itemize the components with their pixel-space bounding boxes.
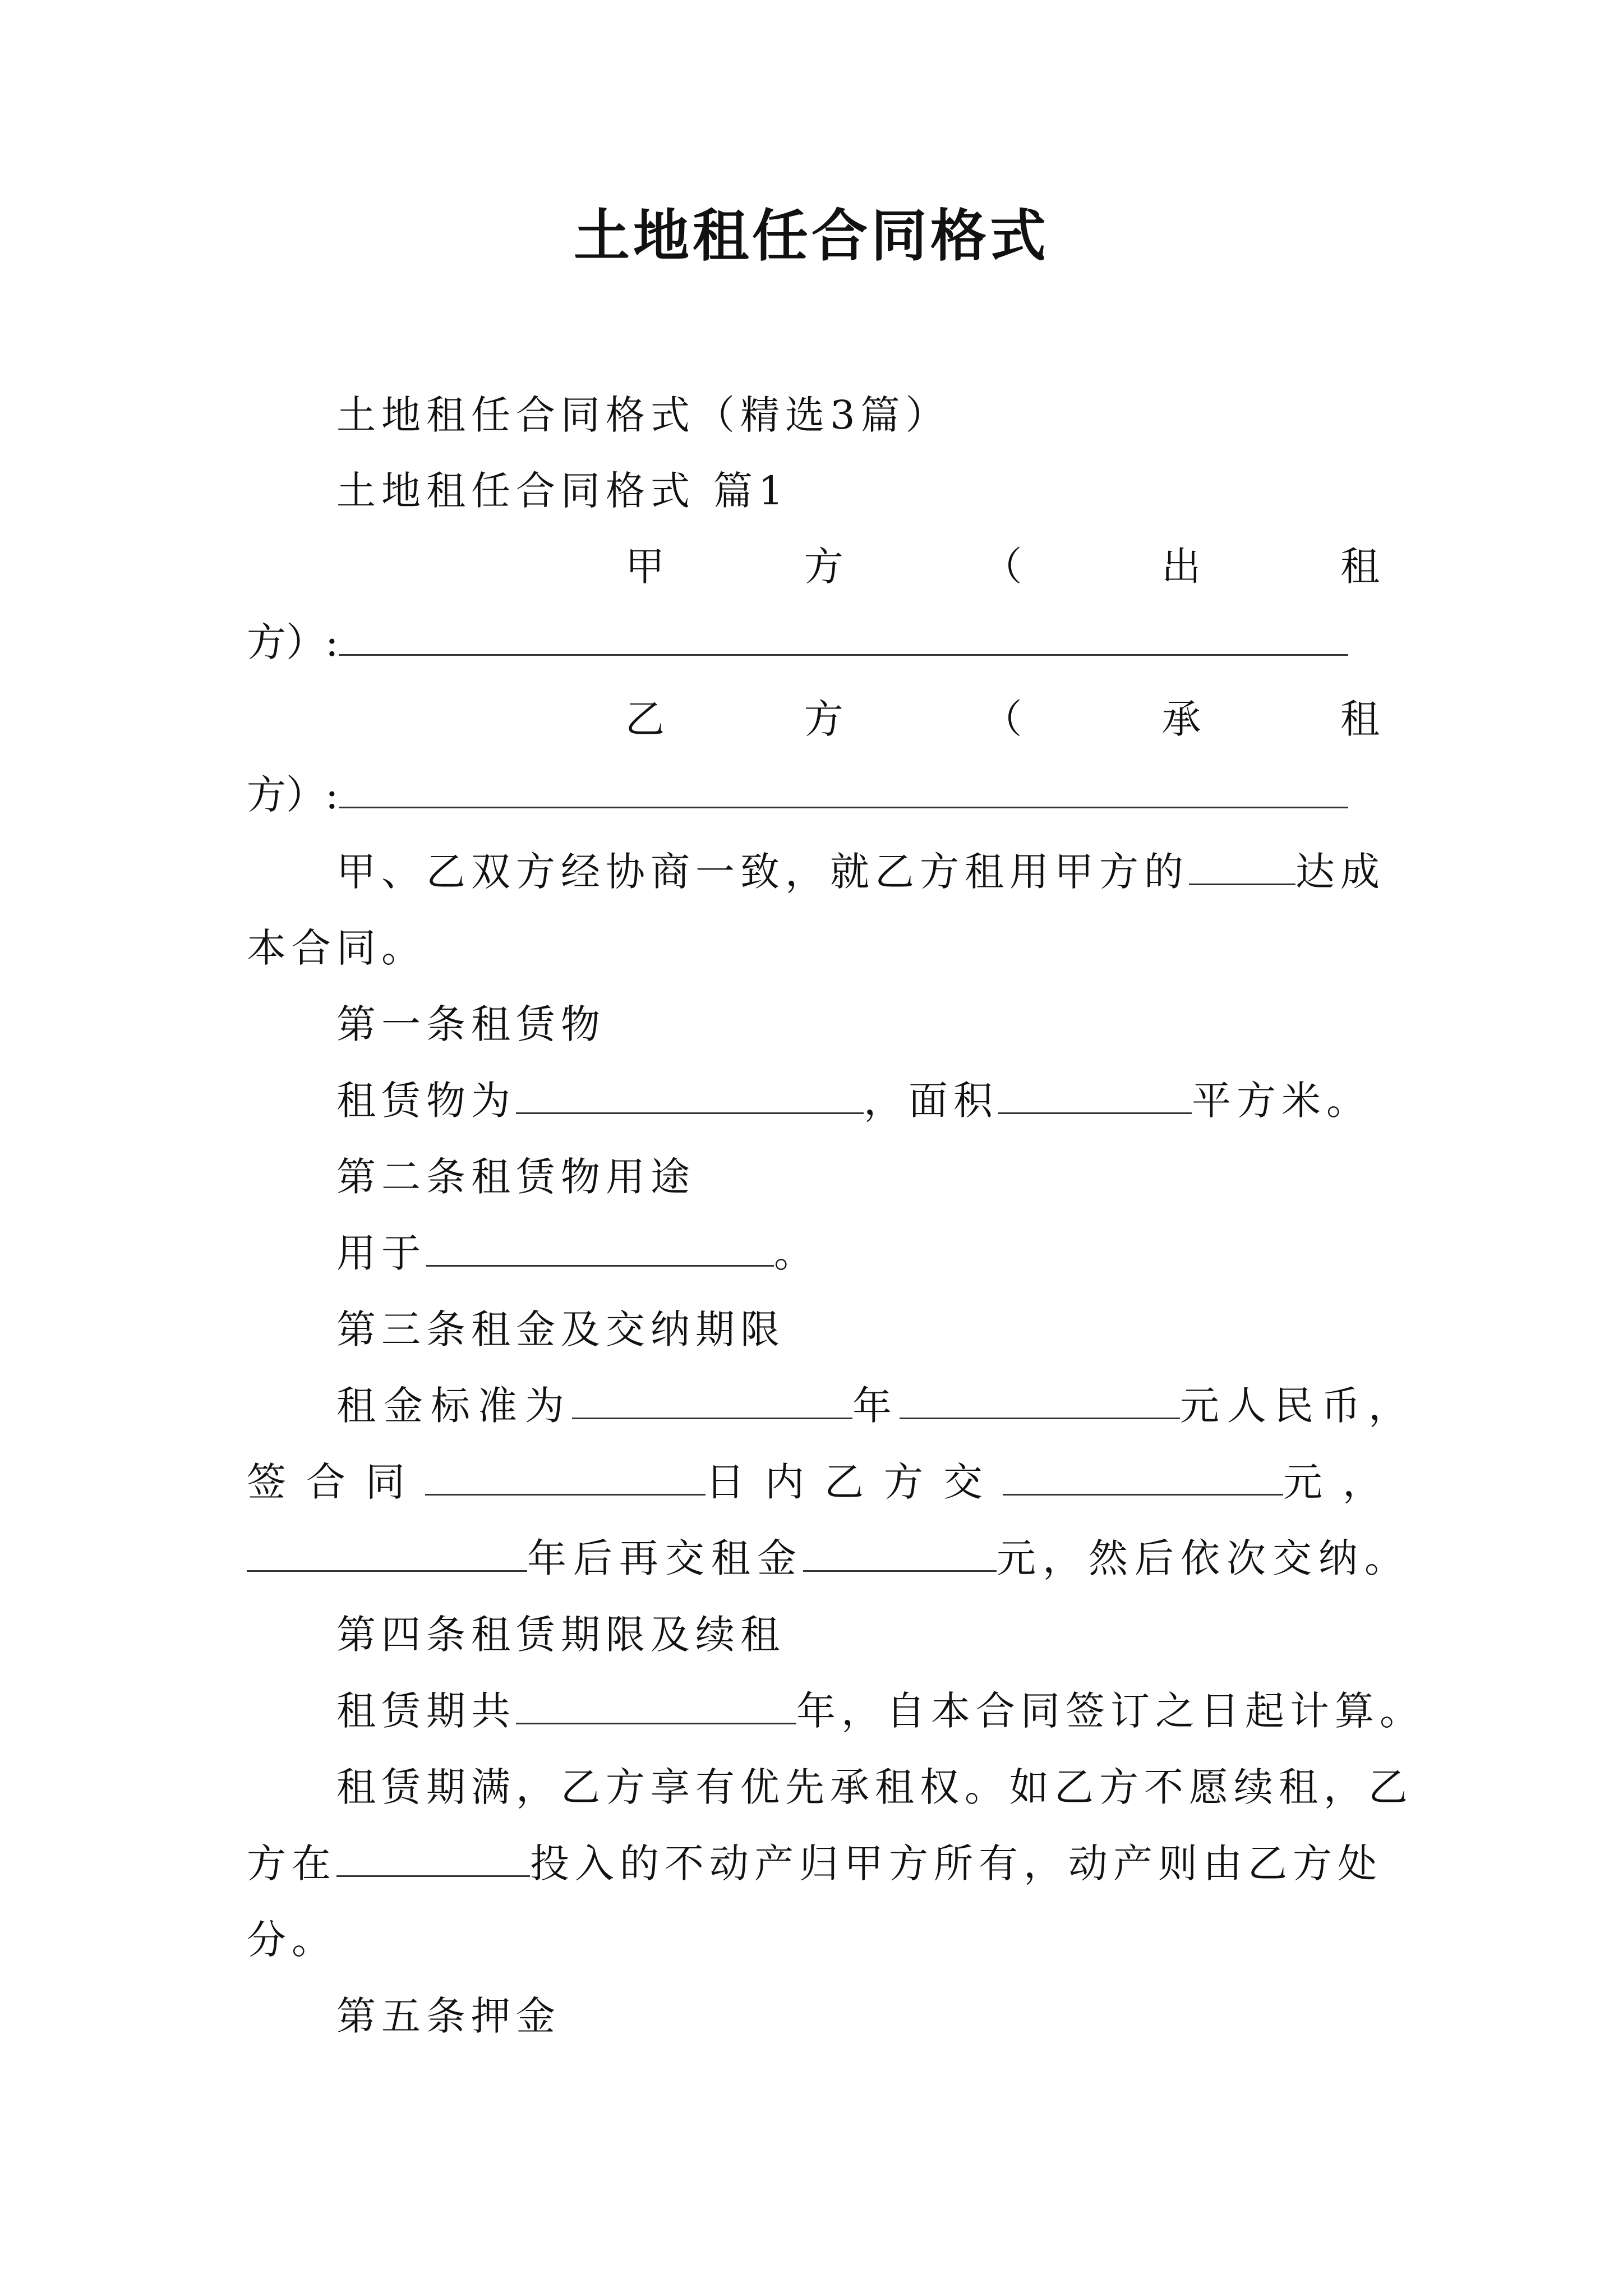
section-heading: 土地租任合同格式 篇1 [336, 468, 789, 514]
article-4-text: 年，自本合同签订之日起计算。 [796, 1688, 1424, 1734]
intro-line-2: 本合同。 [247, 925, 426, 971]
party-a-char: 租 [1340, 544, 1380, 590]
intro-blank[interactable] [1189, 850, 1295, 885]
article-3-line-1 [336, 1378, 1415, 1434]
intro-line-1 [336, 844, 1385, 900]
article-2-heading: 第二条租赁物用途 [336, 1154, 695, 1200]
article-1-heading: 第一条租赁物 [336, 1001, 606, 1047]
investment-blank[interactable] [336, 1842, 530, 1877]
article-2-text: 。 [774, 1230, 819, 1276]
area-blank[interactable] [998, 1079, 1192, 1114]
party-b-char: 承 [1161, 696, 1201, 742]
article-4-line-1 [336, 1683, 1424, 1739]
years-blank[interactable] [247, 1536, 527, 1572]
first-payment-blank[interactable] [1003, 1460, 1283, 1496]
party-a-char: 甲 [625, 544, 665, 590]
article-4-line-3 [247, 1835, 1382, 1892]
article-3-line-3 [247, 1530, 1410, 1586]
article-3-text: 元人民币， [1180, 1383, 1415, 1429]
party-a-line [625, 539, 1380, 595]
intro-text: 甲、乙双方经协商一致，就乙方租用甲方的 [336, 849, 1189, 895]
article-3-heading: 第三条租金及交纳期限 [336, 1306, 785, 1352]
party-b-char: 方 [804, 696, 843, 742]
article-3-text: 元， [1283, 1459, 1402, 1505]
article-3-text: 年后再交租金 [527, 1535, 803, 1581]
party-a-field-line [247, 614, 1348, 670]
party-a-tail: 方）: [247, 619, 339, 665]
article-2-text: 用于 [336, 1230, 426, 1276]
article-2-line [336, 1225, 819, 1281]
party-b-blank[interactable] [339, 773, 1348, 808]
party-b-char: 租 [1340, 696, 1380, 742]
article-1-line [336, 1073, 1371, 1129]
article-4-text: 方在 [247, 1841, 336, 1887]
party-a-char: 出 [1161, 544, 1201, 590]
rent-amount-blank[interactable] [900, 1384, 1180, 1419]
party-a-char: （ [983, 544, 1022, 590]
article-3-text: 租金标准为 [336, 1383, 572, 1429]
article-4-heading: 第四条租赁期限及续租 [336, 1612, 785, 1658]
article-4-text: 投入的不动产归甲方所有，动产则由乙方处 [530, 1841, 1382, 1887]
party-a-char: 方 [804, 544, 843, 590]
article-4-line-4: 分。 [247, 1917, 336, 1963]
article-3-text: 日内乙方交 [706, 1459, 1003, 1505]
document-title: 土地租任合同格式 [574, 203, 1049, 269]
party-b-char: 乙 [625, 696, 665, 742]
article-5-heading: 第五条押金 [336, 1993, 561, 2039]
usage-blank[interactable] [426, 1231, 774, 1267]
article-3-text: 签合同 [247, 1459, 425, 1505]
article-4-line-2: 租赁期满，乙方享有优先承租权。如乙方不愿续租，乙 [336, 1764, 1413, 1810]
article-1-text: 租赁物为 [336, 1078, 516, 1124]
article-3-text: 年 [852, 1383, 900, 1429]
leased-item-blank[interactable] [516, 1079, 864, 1114]
party-b-char: （ [983, 696, 1022, 742]
article-4-text: 租赁期共 [336, 1688, 516, 1734]
later-rent-blank[interactable] [803, 1536, 997, 1572]
article-1-text: ，面积 [864, 1078, 998, 1124]
intro-text-end: 达成 [1295, 849, 1385, 895]
party-b-tail: 方）: [247, 772, 339, 818]
article-1-text: 平方米。 [1192, 1078, 1371, 1124]
rent-standard-blank[interactable] [572, 1384, 852, 1419]
party-b-line [625, 691, 1380, 747]
party-b-field-line [247, 767, 1348, 823]
party-a-blank[interactable] [339, 620, 1348, 656]
lease-term-blank[interactable] [516, 1689, 796, 1724]
article-3-line-2 [247, 1454, 1402, 1510]
subtitle: 土地租任合同格式（精选3篇） [336, 392, 951, 438]
days-blank[interactable] [425, 1460, 706, 1496]
article-3-text: 元，然后依次交纳。 [997, 1535, 1410, 1581]
